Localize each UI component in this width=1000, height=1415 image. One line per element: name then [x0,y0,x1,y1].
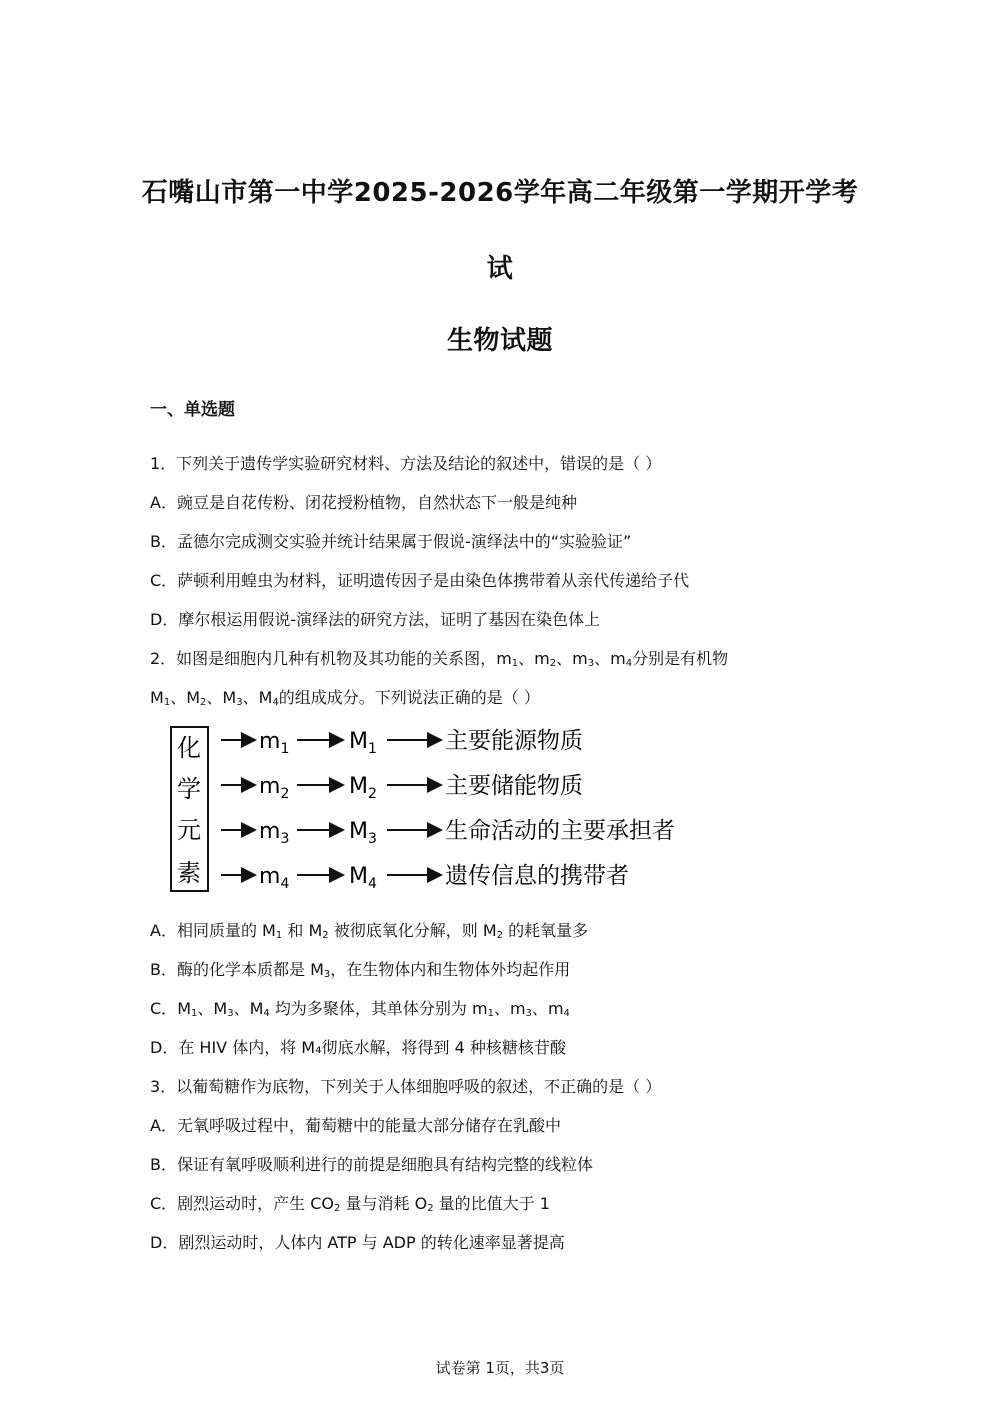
exam-title-line2: 试 [486,254,514,284]
box-char: 素 [177,859,201,887]
polymer-label: $M_4$ [349,864,377,892]
function-label: 主要储能物质 [445,773,583,799]
q1-option-d: D．摩尔根运用假说-演绎法的研究方法，证明了基因在染色体上 [150,610,601,629]
monomer-label: $m_3$ [259,819,290,847]
monomer-label: $m_1$ [259,729,290,757]
function-label: 生命活动的主要承担者 [445,818,675,844]
section-heading: 一、单选题 [150,400,235,420]
q2-option-a: A．相同质量的 $M_1$ 和 $M_2$ 被彻底氧化分解，则 $M_2$ 的耗氧量多 [150,921,589,941]
monomer-label: $m_2$ [259,774,290,802]
q3-option-d: D．剧烈运动时，人体内 ATP 与 ADP 的转化速率显著提高 [150,1233,565,1252]
polymer-label: $M_2$ [349,774,377,802]
q3-option-c: C．剧烈运动时，产生 $CO_2$ 量与消耗 $O_2$ 量的比值大于 1 [150,1194,550,1214]
q3-option-b: B．保证有氧呼吸顺利进行的前提是细胞具有结构完整的线粒体 [150,1155,593,1174]
q2-stem-line2: $M_1$、$M_2$、$M_3$、$M_4$的组成成分。下列说法正确的是（ ） [150,688,540,708]
q2-option-d: D．在 HIV 体内，将 M₄彻底水解，将得到 4 种核糖核苷酸 [150,1038,566,1057]
box-char: 化 [177,734,201,762]
q2-option-b: B．酶的化学本质都是 $M_3$，在生物体内和生物体外均起作用 [150,960,571,980]
box-char: 元 [177,816,201,844]
q1-option-c: C．萨顿利用蝗虫为材料，证明遗传因子是由染色体携带着从亲代传递给子代 [150,571,690,590]
q1-option-a: A．豌豆是自花传粉、闭花授粉植物，自然状态下一般是纯种 [150,493,577,512]
q2-option-c: C．$M_1$、$M_3$、$M_4$ 均为多聚体，其单体分别为 $m_1$、$m_3$、$m_4$ [150,999,570,1019]
box-char: 学 [177,775,201,803]
q1-stem: 1．下列关于遗传学实验研究材料、方法及结论的叙述中，错误的是（ ） [150,454,662,473]
q2-stem-line1: 2．如图是细胞内几种有机物及其功能的关系图，$m_1$、$m_2$、$m_3$、$m_4$分别是有机物 [150,649,729,669]
function-label: 主要能源物质 [445,728,583,754]
organic-matter-diagram [165,724,725,896]
polymer-label: $M_1$ [349,729,377,757]
exam-subtitle: 生物试题 [446,326,553,356]
q1-option-b: B．孟德尔完成测交实验并统计结果属于假说-演绎法中的“实验验证” [150,532,632,551]
monomer-label: $m_4$ [259,864,290,892]
page-footer: 试卷第 1页，共3页 [435,1359,565,1377]
q3-option-a: A．无氧呼吸过程中，葡萄糖中的能量大部分储存在乳酸中 [150,1116,561,1135]
exam-title-line1: 石嘴山市第一中学2025-2026学年高二年级第一学期开学考 [141,178,859,208]
function-label: 遗传信息的携带者 [445,863,629,889]
q3-stem: 3．以葡萄糖作为底物，下列关于人体细胞呼吸的叙述，不正确的是（ ） [150,1077,662,1096]
polymer-label: $M_3$ [349,819,377,847]
